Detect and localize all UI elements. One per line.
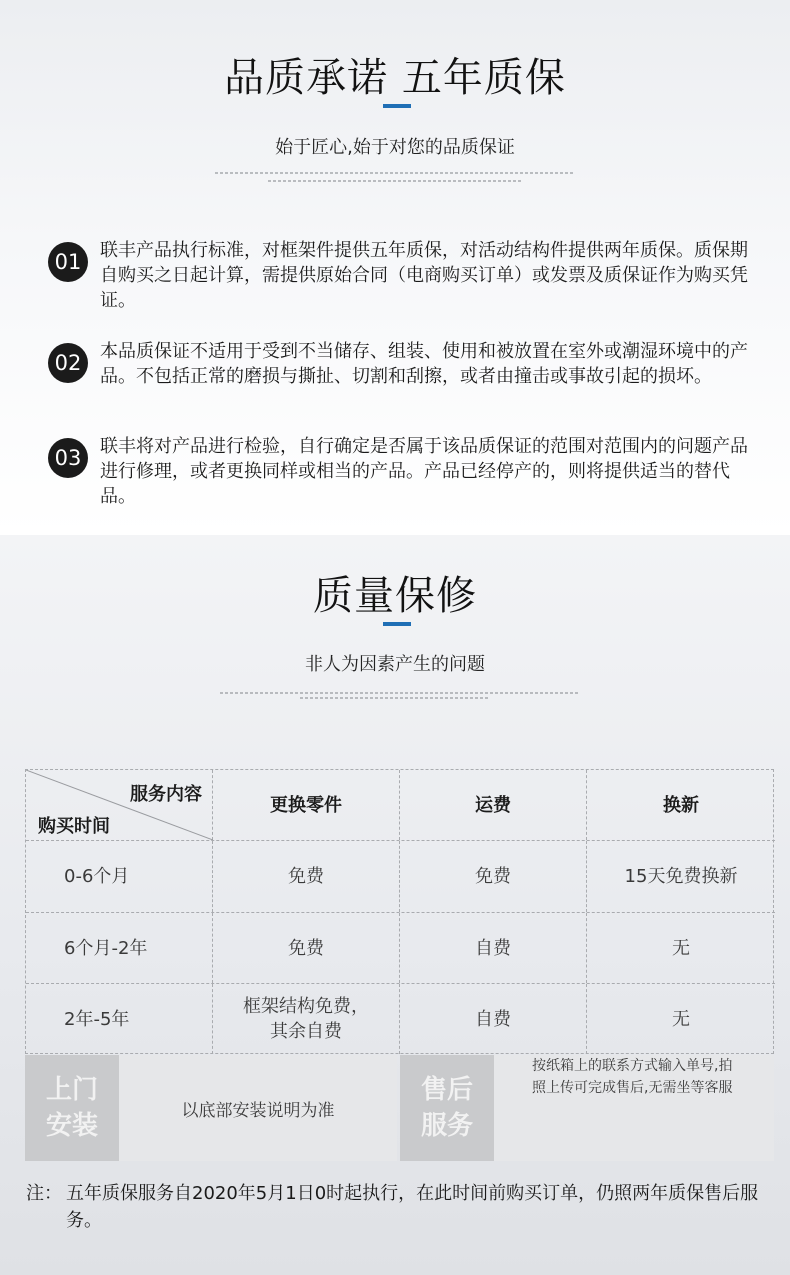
- table-row: [26, 913, 775, 984]
- shipping-cell: 自费: [400, 984, 587, 1054]
- header-renew: 换新: [663, 794, 699, 816]
- number-badge: 03: [48, 438, 88, 478]
- promise-text: 联丰产品执行标准，对框架件提供五年质保，对活动结构件提供两年质保。质保期自购买之日起计算，需提供原始合同（电商购买订单）或发票及质保证作为购买凭证。: [100, 240, 748, 311]
- title-accent-bar: [383, 104, 411, 108]
- decorative-fine-text-line: [300, 697, 490, 699]
- shipping-cell: 免费: [400, 841, 587, 912]
- promise-text: 联丰将对产品进行检验，自行确定是否属于该品质保证的范围对范围内的问题产品进行修理，或者更换同样或相当的产品。产品已经停产的，则将提供适当的替代品。: [100, 436, 748, 507]
- period-cell: 6个月-2年: [26, 913, 213, 983]
- decorative-fine-text-line: [215, 172, 575, 174]
- parts-cell: 免费: [213, 913, 400, 983]
- install-tag-line: 安装: [45, 1111, 98, 1141]
- number-badge: 02: [48, 343, 88, 383]
- table-row: [26, 984, 775, 1054]
- after-text-line: 照上传可完成售后,无需坐等客服: [532, 1080, 733, 1096]
- warranty-table: [25, 769, 774, 1054]
- promise-subtitle: 始于匠心,始于对您的品质保证: [275, 137, 515, 158]
- header-shipping: 运费: [400, 770, 587, 840]
- corner-service-label: 服务内容: [130, 784, 202, 805]
- after-tag-line: 售后: [420, 1075, 473, 1105]
- renew-cell: 无: [672, 1008, 690, 1030]
- table-corner-cell: [26, 770, 213, 840]
- decorative-fine-text-line: [220, 692, 578, 694]
- header-parts: 更换零件: [213, 770, 400, 840]
- table-header-row: [26, 770, 775, 841]
- install-text: 以底部安装说明为准: [119, 1055, 397, 1161]
- after-text-line: 按纸箱上的联系方式输入单号,拍: [532, 1058, 733, 1074]
- parts-line: 其余自费: [270, 1021, 342, 1042]
- period-cell: 2年-5年: [26, 984, 213, 1054]
- note-label: 注：: [26, 1183, 62, 1204]
- after-sales-tag: [400, 1055, 494, 1161]
- decorative-fine-text-line: [268, 180, 522, 182]
- after-sales-text: [494, 1055, 774, 1161]
- title-accent-bar: [383, 622, 411, 626]
- number-badge: 01: [48, 242, 88, 282]
- table-row: [26, 841, 775, 913]
- renew-cell: 15天免费换新: [624, 866, 738, 887]
- parts-cell: [213, 984, 400, 1054]
- period-cell: 0-6个月: [26, 841, 213, 912]
- warranty-subtitle: 非人为因素产生的问题: [305, 654, 485, 675]
- renew-cell: 无: [672, 937, 690, 959]
- promise-title: 品质承诺 五年质保: [224, 55, 566, 101]
- parts-cell: 免费: [213, 841, 400, 912]
- promise-text: 本品质保证不适用于受到不当储存、组装、使用和被放置在室外或潮湿环境中的产品。不包括正常的磨损与撕扯、切割和刮擦，或者由撞击或事故引起的损坏。: [100, 341, 748, 387]
- warranty-title: 质量保修: [313, 573, 477, 619]
- corner-time-label: 购买时间: [38, 816, 110, 837]
- parts-line: 框架结构免费，: [243, 996, 369, 1017]
- note-text: 五年质保服务自2020年5月1日0时起执行，在此时间前购买订单，仍照两年质保售后服务。: [66, 1183, 759, 1231]
- shipping-cell: 自费: [400, 913, 587, 983]
- install-tag-line: 上门: [45, 1075, 98, 1105]
- after-tag-line: 服务: [420, 1111, 473, 1141]
- install-tag: [25, 1055, 119, 1161]
